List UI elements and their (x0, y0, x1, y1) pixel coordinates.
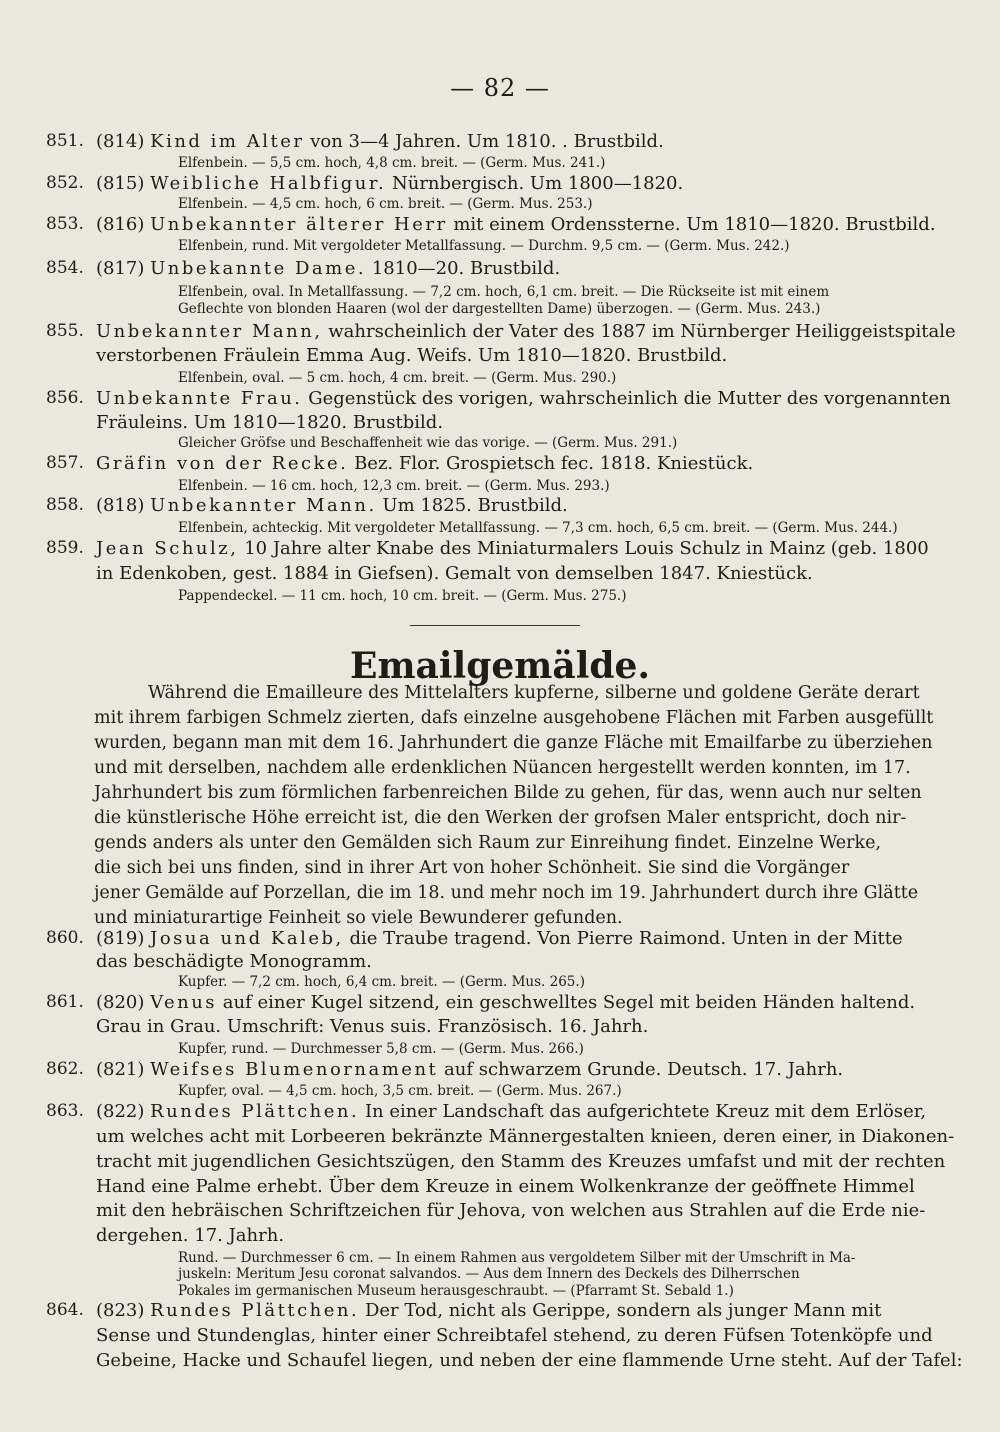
entry-number: 856. (46, 388, 84, 408)
entry-title (96, 453, 1000, 474)
entry-title (96, 412, 1000, 433)
entry-text: Gebeine, Hacke und Schaufel liegen, und neben der eine flammende Urne steht. Auf der Tafel: (96, 1350, 963, 1371)
entry-title (96, 1200, 1000, 1221)
entry-text: das beschädigte Monogramm. (96, 951, 372, 972)
entry-title (96, 1350, 1000, 1371)
entry-text: von 3—4 Jahren. Um 1810. . Brustbild. (304, 131, 664, 152)
entry-text: auf einer Kugel sitzend, ein geschwelltes Segel mit beiden Händen haltend. (217, 992, 916, 1013)
page-number: — 82 — (450, 74, 550, 102)
entry-text: In einer Landschaft das aufgerichtete Kreuz mit dem Erlöser, (359, 1101, 927, 1122)
entry-text: (820) (96, 992, 151, 1013)
entry-text: verstorbenen Fräulein Emma Aug. Weifs. Um 1810—1820. Brustbild. (96, 345, 728, 366)
intro-line: und miniaturartige Feinheit so viele Bewunderer gefunden. (94, 908, 623, 928)
intro-line: wurden, begann man mit dem 16. Jahrhundert die ganze Fläche mit Emailfarbe zu überziehen (94, 733, 933, 753)
entry-number: 859. (46, 538, 84, 558)
entry-description: Geflechte von blonden Haaren (wol der dargestellten Dame) überzogen. — (Germ. Mus. 243.) (178, 301, 821, 317)
entry-description: Rund. — Durchmesser 6 cm. — In einem Rahmen aus vergoldetem Silber mit der Umschrift in Ma- (178, 1250, 856, 1266)
entry-title (96, 951, 1000, 972)
entry-text: tracht mit jugendlichen Gesichtszügen, den Stamm des Kreuzes umfafst und mit der rechten (96, 1151, 946, 1172)
entry-number: 864. (46, 1300, 84, 1320)
entry-title (96, 992, 1000, 1013)
entry-subject: Unbekannter Mann. (150, 495, 377, 516)
entry-text: mit einem Ordenssterne. Um 1810—1820. Brustbild. (447, 214, 936, 235)
entry-text: Hand eine Palme erhebt. Über dem Kreuze in einem Wolkenkranze der geöffnete Himmel (96, 1176, 915, 1197)
entry-description: juskeln: Meritum Jesu coronat salvandos. — Aus dem Innern des Deckels des Dilherrschen (178, 1266, 800, 1282)
intro-line: Jahrhundert bis zum förmlichen farbenreichen Bilde zu gehen, für das, wenn auch nur selten (94, 783, 922, 803)
entry-text: (816) (96, 214, 151, 235)
entry-text: 1810—20. Brustbild. (366, 258, 561, 279)
entry-text: in Edenkoben, gest. 1884 in Giefsen). Gemalt von demselben 1847. Kniestück. (96, 563, 813, 584)
entry-number: 858. (46, 495, 84, 515)
entry-description: Kupfer, oval. — 4,5 cm. hoch, 3,5 cm. breit. — (Germ. Mus. 267.) (178, 1083, 622, 1099)
entry-number: 863. (46, 1101, 84, 1121)
entry-number: 860. (46, 928, 84, 948)
entry-title (96, 1059, 1000, 1080)
entry-text: 10 Jahre alter Knabe des Miniaturmalers Louis Schulz in Mainz (geb. 1800 (238, 538, 929, 559)
entry-title (96, 1225, 1000, 1246)
entry-subject: Unbekannter Mann, (96, 321, 323, 342)
entry-subject: Unbekannte Dame. (150, 258, 367, 279)
entry-description: Gleicher Gröfse und Beschaffenheit wie das vorige. — (Germ. Mus. 291.) (178, 435, 678, 451)
entry-subject: Weibliche Halbfigur. (150, 173, 387, 194)
entry-title (96, 1126, 1000, 1147)
intro-line: Während die Emailleure des Mittelalters kupferne, silberne und goldene Geräte derart (148, 683, 920, 703)
entry-number: 853. (46, 214, 84, 234)
entry-subject: Kind im Alter (150, 131, 305, 152)
entry-subject: Jean Schulz, (96, 538, 239, 559)
entry-description: Pokales im germanischen Museum herausgeschraubt. — (Pfarramt St. Sebald 1.) (178, 1283, 734, 1299)
entry-text: Grau in Grau. Umschrift: Venus suis. Französisch. 16. Jahrh. (96, 1016, 649, 1037)
intro-line: die sich bei uns finden, sind in ihrer Art von hoher Schönheit. Sie sind die Vorgänger (94, 858, 850, 878)
entry-title (96, 1176, 1000, 1197)
entry-description: Kupfer. — 7,2 cm. hoch, 6,4 cm. breit. — (Germ. Mus. 265.) (178, 974, 585, 990)
entry-title (96, 388, 1000, 409)
entry-text: (815) (96, 173, 151, 194)
entry-title (96, 321, 1000, 342)
entry-number: 861. (46, 992, 84, 1012)
entry-title (96, 131, 1000, 152)
entry-title (96, 563, 1000, 584)
entry-description: Elfenbein, rund. Mit vergoldeter Metallfassung. — Durchm. 9,5 cm. — (Germ. Mus. 242.) (178, 238, 790, 254)
entry-subject: Unbekannter älterer Herr (150, 214, 448, 235)
intro-line: gends anders als unter den Gemälden sich Raum zur Einreihung findet. Einzelne Werke, (94, 833, 882, 853)
intro-line: jener Gemälde auf Porzellan, die im 18. und mehr noch im 19. Jahrhundert durch ihre Glätte (94, 883, 919, 903)
entry-text: Um 1825. Brustbild. (376, 495, 568, 516)
intro-line: und mit derselben, nachdem alle erdenklichen Nüancen hergestellt werden konnten, im 17. (94, 758, 911, 778)
entry-number: 854. (46, 258, 84, 278)
entry-subject: Venus (150, 992, 218, 1013)
entry-subject: Unbekannte Frau. (96, 388, 303, 409)
entry-text: Gegenstück des vorigen, wahrscheinlich die Mutter des vorgenannten (302, 388, 951, 409)
intro-line: mit ihrem farbigen Schmelz zierten, dafs einzelne ausgehobene Flächen mit Farben ausgefüllt (94, 708, 934, 728)
entry-text: (821) (96, 1059, 151, 1080)
entry-subject: Rundes Plättchen. (150, 1300, 360, 1321)
entry-text: mit den hebräischen Schriftzeichen für Jehova, von welchen aus Strahlen auf die Erde nie- (96, 1200, 926, 1221)
entry-description: Elfenbein. — 5,5 cm. hoch, 4,8 cm. breit. — (Germ. Mus. 241.) (178, 155, 606, 171)
entry-text: Der Tod, nicht als Gerippe, sondern als junger Mann mit (359, 1300, 882, 1321)
entry-text: Bez. Flor. Grospietsch fec. 1818. Kniestück. (348, 453, 754, 474)
entry-title (96, 495, 1000, 516)
entry-number: 851. (46, 131, 84, 151)
entry-title (96, 1016, 1000, 1037)
entry-title (96, 173, 1000, 194)
entry-text: (817) (96, 258, 151, 279)
entry-text: (818) (96, 495, 151, 516)
entry-text: dergehen. 17. Jahrh. (96, 1225, 285, 1246)
entry-title (96, 928, 1000, 949)
entry-description: Elfenbein. — 16 cm. hoch, 12,3 cm. breit. — (Germ. Mus. 293.) (178, 478, 610, 494)
section-heading: Emailgemälde. (350, 645, 650, 687)
entry-number: 862. (46, 1059, 84, 1079)
entry-text: (819) (96, 928, 151, 949)
entry-subject: Gräfin von der Recke. (96, 453, 349, 474)
entry-text: Nürnbergisch. Um 1800—1820. (386, 173, 684, 194)
entry-text: um welches acht mit Lorbeeren bekränzte Männergestalten knieen, deren einer, in Diakonen- (96, 1126, 955, 1147)
entry-title (96, 1300, 1000, 1321)
entry-description: Elfenbein, oval. In Metallfassung. — 7,2 cm. hoch, 6,1 cm. breit. — Die Rückseite ist mit einem (178, 284, 830, 300)
entry-description: Kupfer, rund. — Durchmesser 5,8 cm. — (Germ. Mus. 266.) (178, 1041, 584, 1057)
entry-title (96, 345, 1000, 366)
entry-description: Elfenbein, oval. — 5 cm. hoch, 4 cm. breit. — (Germ. Mus. 290.) (178, 370, 617, 386)
entry-title (96, 258, 1000, 279)
entry-subject: Rundes Plättchen. (150, 1101, 360, 1122)
entry-description: Elfenbein. — 4,5 cm. hoch, 6 cm. breit. — (Germ. Mus. 253.) (178, 196, 593, 212)
entry-title (96, 1101, 1000, 1122)
entry-title (96, 214, 1000, 235)
entry-text: auf schwarzem Grunde. Deutsch. 17. Jahrh. (438, 1059, 844, 1080)
entry-text: (823) (96, 1300, 151, 1321)
entry-text: (822) (96, 1101, 151, 1122)
entry-title (96, 1325, 1000, 1346)
entry-title (96, 1151, 1000, 1172)
entry-number: 852. (46, 173, 84, 193)
entry-text: wahrscheinlich der Vater des 1887 im Nürnberger Heiliggeistspitale (322, 321, 956, 342)
intro-line: die künstlerische Höhe erreicht ist, die den Werken der grofsen Maler entspricht, doch nir- (94, 808, 907, 828)
entry-title (96, 538, 1000, 559)
entry-text: Fräuleins. Um 1810—1820. Brustbild. (96, 412, 444, 433)
entry-number: 855. (46, 321, 84, 341)
entry-description: Elfenbein, achteckig. Mit vergoldeter Metallfassung. — 7,3 cm. hoch, 6,5 cm. breit. — (Germ. Mus. 244.) (178, 520, 898, 536)
entry-subject: Weifses Blumenornament (150, 1059, 439, 1080)
entry-text: die Traube tragend. Von Pierre Raimond. Unten in der Mitte (343, 928, 903, 949)
entry-number: 857. (46, 453, 84, 473)
section-divider (410, 625, 580, 626)
entry-description: Pappendeckel. — 11 cm. hoch, 10 cm. breit. — (Germ. Mus. 275.) (178, 588, 627, 604)
entry-text: (814) (96, 131, 151, 152)
entry-text: Sense und Stundenglas, hinter einer Schreibtafel stehend, zu deren Füfsen Totenköpfe und (96, 1325, 933, 1346)
entry-subject: Josua und Kaleb, (150, 928, 344, 949)
